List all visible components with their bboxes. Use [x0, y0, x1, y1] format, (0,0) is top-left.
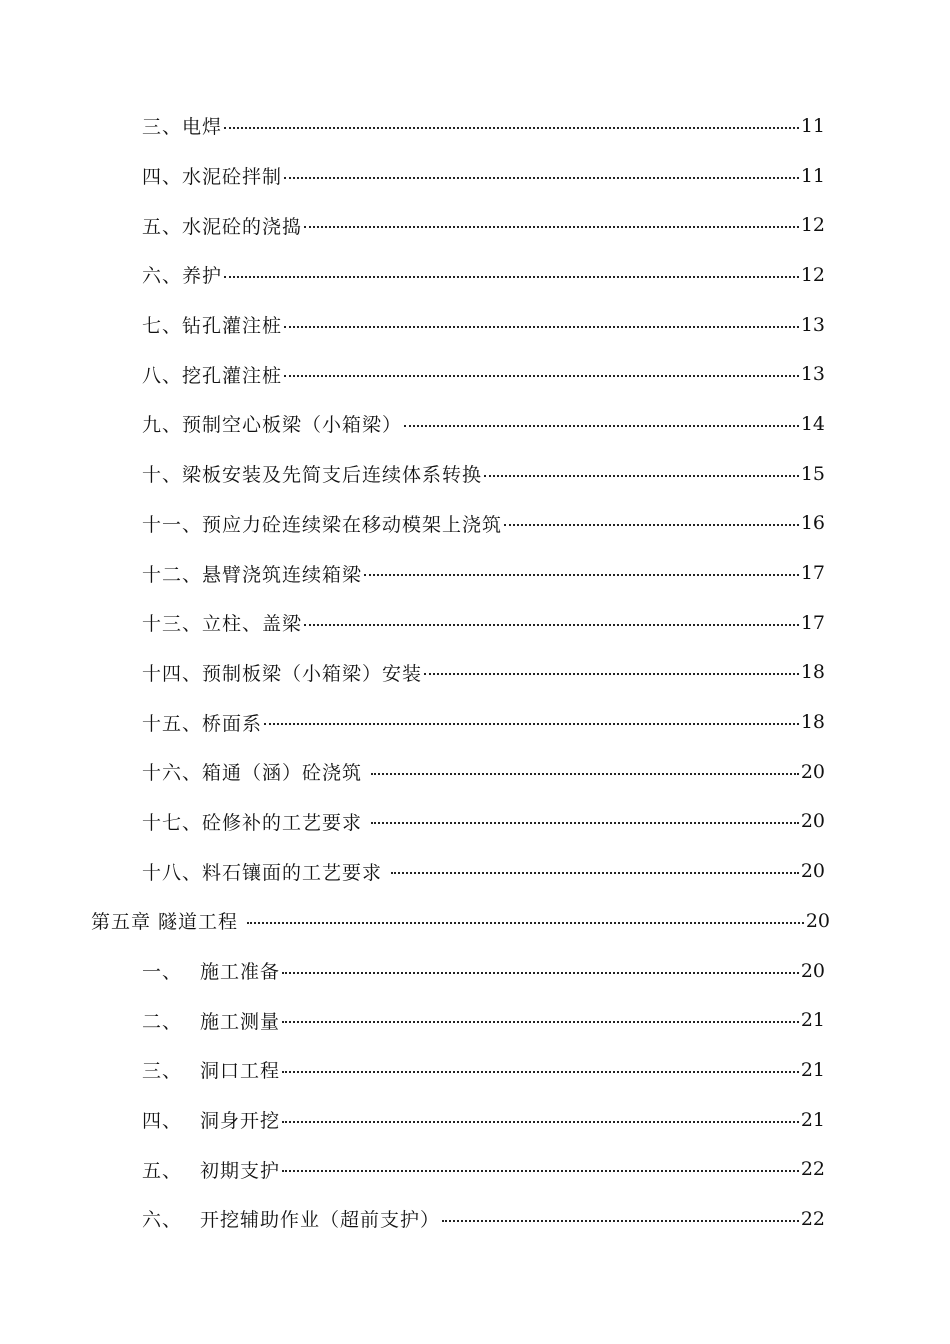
- toc-chapter-entry[interactable]: [0, 896, 830, 946]
- toc-entry-page: 18: [800, 661, 825, 684]
- toc-entry-title: 立柱、盖梁: [202, 613, 303, 636]
- toc-entry-page: 20: [800, 860, 825, 883]
- dot-leader: [484, 475, 799, 477]
- toc-entry-title: 预制板梁（小箱梁）安装: [202, 662, 423, 685]
- toc-entry-number: 十七、: [142, 811, 203, 834]
- toc-entry-page: 20: [800, 760, 825, 783]
- toc-chapter-title: 隧道工程: [158, 911, 246, 934]
- toc-entry[interactable]: [0, 598, 825, 648]
- toc-entry-page: 13: [800, 363, 825, 386]
- toc-entry-page: 11: [800, 164, 825, 187]
- toc-entry-page: 22: [800, 1207, 825, 1230]
- toc-entry[interactable]: [0, 101, 825, 151]
- toc-entry-page: 21: [800, 1108, 825, 1131]
- toc-entry-number: 五、: [142, 215, 183, 238]
- toc-entry-number: 八、: [142, 364, 183, 387]
- toc-entry-page: 12: [800, 263, 825, 286]
- dot-leader: [442, 1220, 799, 1222]
- dot-leader: [282, 1071, 799, 1073]
- toc-entry[interactable]: [0, 995, 825, 1045]
- toc-chapter-number: 第五章: [91, 911, 159, 934]
- toc-entry-title: 施工测量: [200, 1010, 281, 1033]
- dot-leader: [391, 872, 799, 874]
- toc-entry-page: 20: [800, 810, 825, 833]
- toc-entry[interactable]: [0, 1045, 825, 1095]
- dot-leader: [404, 425, 799, 427]
- toc-entry-title: 钻孔灌注桩: [182, 315, 283, 338]
- toc-entry[interactable]: [0, 697, 825, 747]
- toc-entry-page: 11: [800, 114, 825, 137]
- toc-entry-title: 初期支护: [200, 1159, 281, 1182]
- toc-entry-number: 二、: [142, 1010, 183, 1033]
- toc-entry-number: 四、: [142, 1110, 183, 1133]
- toc-entry-page: 15: [800, 462, 825, 485]
- toc-entry-page: 20: [800, 959, 825, 982]
- dot-leader: [224, 276, 799, 278]
- toc-chapter-page: 20: [805, 909, 830, 932]
- toc-entry[interactable]: [0, 200, 825, 250]
- toc-entry[interactable]: [0, 300, 825, 350]
- toc-entry-page: 17: [800, 611, 825, 634]
- dot-leader: [364, 574, 799, 576]
- toc-entry-number: 十六、: [142, 762, 203, 785]
- dot-leader: [247, 922, 804, 924]
- toc-entry-number: 三、: [142, 116, 183, 139]
- toc-entry-page: 21: [800, 1058, 825, 1081]
- toc-entry-title: 预应力砼连续梁在移动模架上浇筑: [202, 513, 503, 536]
- toc-entry-page: 14: [800, 412, 825, 435]
- toc-entry[interactable]: [0, 499, 825, 549]
- toc-entry-title: 梁板安装及先简支后连续体系转换: [182, 464, 483, 487]
- toc-entry-number: 三、: [142, 1060, 183, 1083]
- toc-entry-number: 十四、: [142, 662, 203, 685]
- dot-leader: [282, 1170, 799, 1172]
- toc-entry[interactable]: [0, 548, 825, 598]
- toc-entry-number: 十一、: [142, 513, 203, 536]
- toc-entry-page: 13: [800, 313, 825, 336]
- dot-leader: [282, 972, 799, 974]
- toc-entry-title: 养护: [182, 265, 223, 288]
- toc-entry-number: 五、: [142, 1159, 183, 1182]
- toc-entry-title: 预制空心板梁（小箱梁）: [182, 414, 403, 437]
- toc-entry-number: 十五、: [142, 712, 203, 735]
- toc-entry-page: 21: [800, 1009, 825, 1032]
- dot-leader: [284, 375, 799, 377]
- toc-entry-title: 桥面系: [202, 712, 263, 735]
- toc-entry[interactable]: [0, 449, 825, 499]
- toc-entry[interactable]: [0, 846, 825, 896]
- toc-entry-title: 施工准备: [200, 961, 281, 984]
- toc-entry-title: 洞身开挖: [200, 1110, 281, 1133]
- toc-entry-number: 四、: [142, 166, 183, 189]
- toc-entry-number: 六、: [142, 265, 183, 288]
- toc-entry[interactable]: [0, 1194, 825, 1244]
- toc-entry[interactable]: [0, 1095, 825, 1145]
- toc-entry[interactable]: [0, 151, 825, 201]
- toc-entry-number: 十二、: [142, 563, 203, 586]
- toc-entry-number: 十三、: [142, 613, 203, 636]
- toc-entry[interactable]: [0, 250, 825, 300]
- toc-entry-title: 水泥砼的浇捣: [182, 215, 303, 238]
- toc-entry-number: 十八、: [142, 861, 203, 884]
- toc-entry-page: 22: [800, 1158, 825, 1181]
- toc-entry[interactable]: [0, 648, 825, 698]
- toc-entry[interactable]: [0, 747, 825, 797]
- toc-entry-title: 料石镶面的工艺要求: [202, 861, 390, 884]
- dot-leader: [284, 326, 799, 328]
- dot-leader: [284, 177, 799, 179]
- dot-leader: [371, 773, 799, 775]
- toc-entry-title: 开挖辅助作业（超前支护）: [200, 1209, 441, 1232]
- dot-leader: [304, 624, 799, 626]
- dot-leader: [282, 1121, 799, 1123]
- dot-leader: [282, 1021, 799, 1023]
- toc-entry-title: 砼修补的工艺要求: [202, 811, 370, 834]
- toc-entry-title: 箱通（涵）砼浇筑: [202, 762, 370, 785]
- toc-entry-title: 洞口工程: [200, 1060, 281, 1083]
- toc-entry-page: 17: [800, 562, 825, 585]
- toc-entry-number: 十、: [142, 464, 183, 487]
- toc-entry-number: 六、: [142, 1209, 183, 1232]
- toc-entry-title: 悬臂浇筑连续箱梁: [202, 563, 363, 586]
- toc-entry-number: 一、: [142, 961, 183, 984]
- toc-entry-title: 挖孔灌注桩: [182, 364, 283, 387]
- toc-entry-title: 水泥砼拌制: [182, 166, 283, 189]
- toc-entry-page: 12: [800, 214, 825, 237]
- toc-entry[interactable]: [0, 946, 825, 996]
- toc-entry-number: 九、: [142, 414, 183, 437]
- dot-leader: [504, 524, 799, 526]
- dot-leader: [371, 822, 799, 824]
- toc-entry-number: 七、: [142, 315, 183, 338]
- toc-entry[interactable]: [0, 349, 825, 399]
- dot-leader: [304, 226, 799, 228]
- toc-entry-page: 18: [800, 711, 825, 734]
- table-of-contents: [0, 101, 950, 1244]
- toc-entry-page: 16: [800, 512, 825, 535]
- toc-entry[interactable]: [0, 1144, 825, 1194]
- toc-entry-title: 电焊: [182, 116, 223, 139]
- dot-leader: [264, 723, 799, 725]
- toc-entry[interactable]: [0, 399, 825, 449]
- dot-leader: [424, 673, 799, 675]
- dot-leader: [224, 127, 799, 129]
- toc-entry[interactable]: [0, 797, 825, 847]
